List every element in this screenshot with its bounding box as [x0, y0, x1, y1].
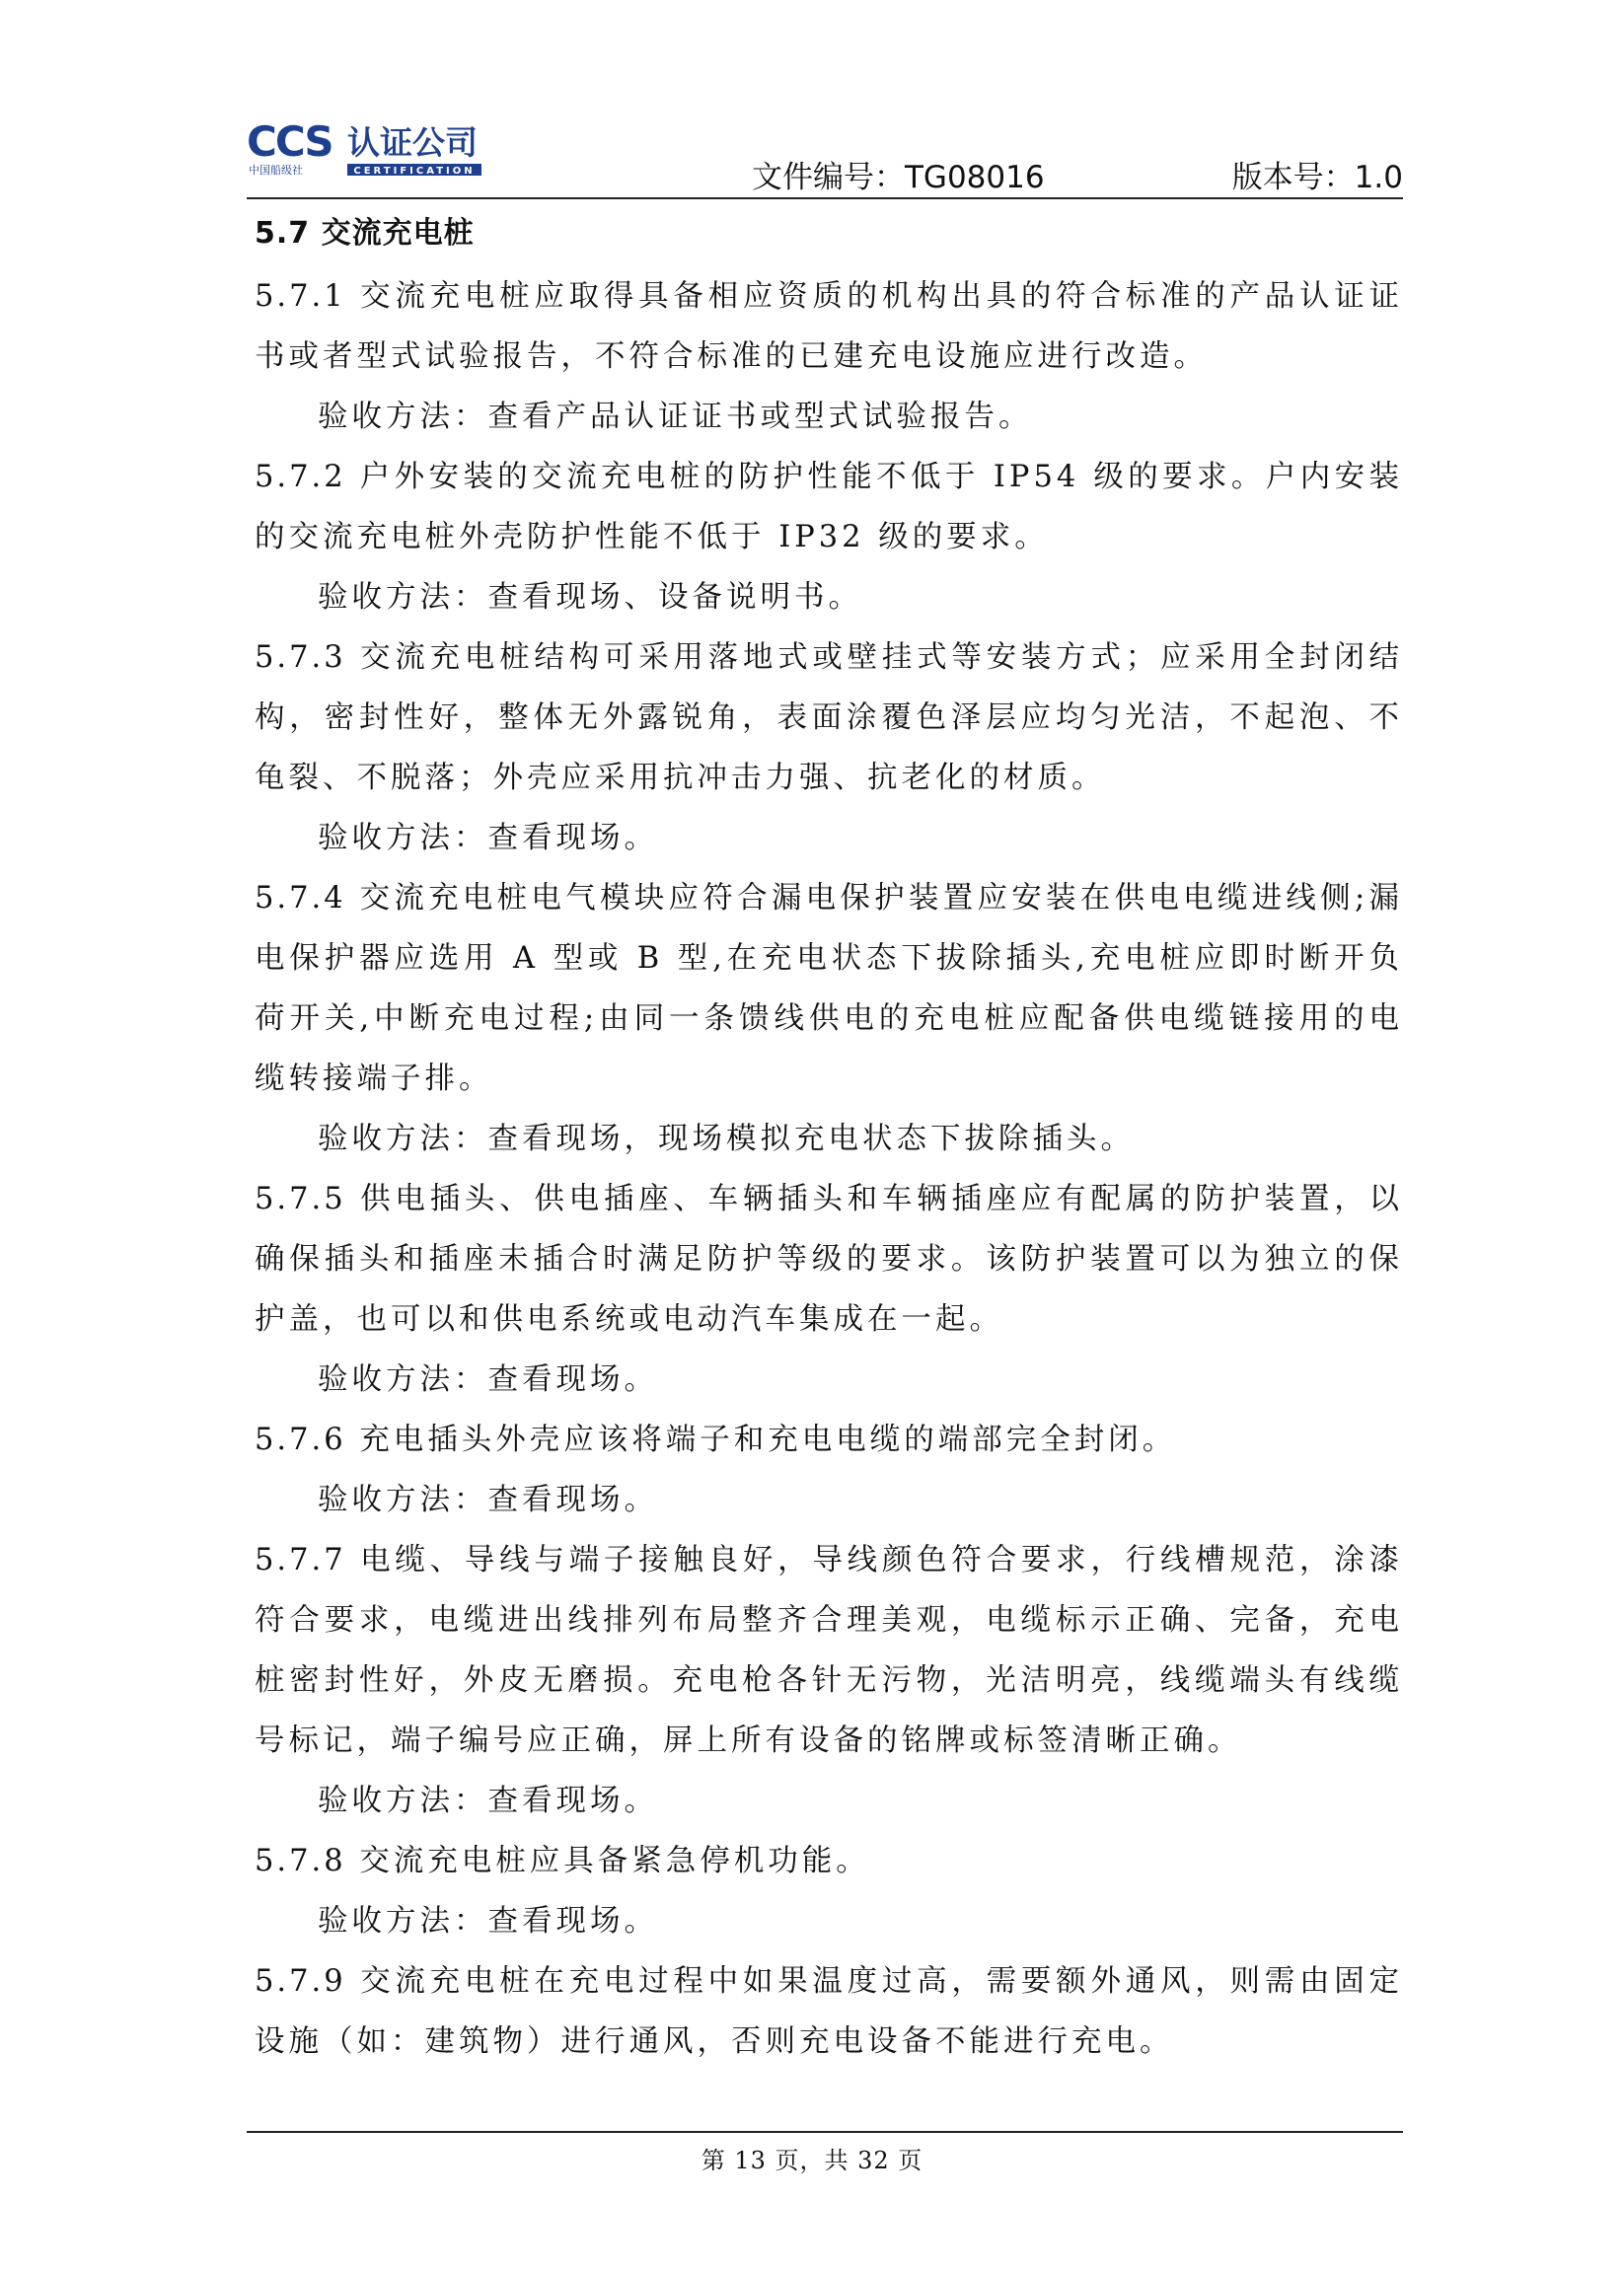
document-body: [255, 211, 1403, 2072]
document-number: 文件编号：TG08016: [752, 160, 1045, 195]
clause-number: 5.7.1: [255, 279, 346, 314]
clause-number: 5.7.6: [255, 1423, 346, 1457]
acceptance-method: 验收方法：查看现场。: [318, 1483, 658, 1517]
clause-text: 交流充电桩在充电过程中如果温度过高，需要额外通风，则需由固定设施（如：建筑物）进行通风，否则充电设备不能进行充电。: [255, 1964, 1403, 2059]
clause-text: 充电插头外壳应该将端子和充电电缆的端部完全封闭。: [359, 1423, 1177, 1457]
footer-divider: [247, 2131, 1403, 2133]
clause-number: 5.7.4: [255, 881, 346, 916]
acceptance-method: 验收方法：查看现场，现场模拟充电状态下拔除插头。: [318, 1122, 1135, 1156]
clause-number: 5.7.9: [255, 1964, 346, 1999]
clause-text: 电缆、导线与端子接触良好，导线颜色符合要求，行线槽规范，涂漆符合要求，电缆进出线排列布局整齐合理美观，电缆标示正确、完备，充电桩密封性好，外皮无磨损。充电枪各针无污物，光洁明亮，线缆端头有线缆号标记，端子编号应正确，屏上所有设备的铭牌或标签清晰正确。: [255, 1543, 1403, 1758]
logo-graphic: [247, 116, 543, 178]
header-fields: [515, 152, 1403, 195]
clause-list: [255, 266, 1403, 2072]
version-number: 版本号：1.0: [1231, 160, 1403, 195]
acceptance-method: 验收方法：查看产品认证证书或型式试验报告。: [318, 400, 1033, 434]
clause-paragraph: [255, 1831, 1403, 1891]
clause-text: 户外安装的交流充电桩的防护性能不低于 IP54 级的要求。户内安装的交流充电桩外壳防护性能不低于 IP32 级的要求。: [255, 460, 1403, 554]
clause-paragraph: [255, 1951, 1403, 2072]
clause-paragraph: [255, 1169, 1403, 1350]
acceptance-method: 验收方法：查看现场。: [318, 1362, 658, 1397]
clause-number: 5.7.3: [255, 640, 346, 675]
clause-text: 交流充电桩电气模块应符合漏电保护装置应安装在供电电缆进线侧;漏电保护器应选用 A 型或 B 型,在充电状态下拔除插头,充电桩应即时断开负荷开关,中断充电过程;由同一条馈线供电的充电桩应配备供电缆链接用的电缆转接端子排。: [255, 881, 1403, 1096]
clause-paragraph: [255, 1530, 1403, 1771]
acceptance-method: 验收方法：查看现场。: [318, 1904, 658, 1939]
header-divider: [247, 197, 1403, 199]
clause-number: 5.7.2: [255, 460, 346, 494]
clause-number: 5.7.5: [255, 1182, 346, 1216]
logo-sub-en: CERTIFICATION: [353, 166, 476, 177]
logo-mark: CCS: [247, 117, 332, 166]
clause-paragraph: [255, 266, 1403, 387]
clause-paragraph: [255, 447, 1403, 567]
clause-text: 供电插头、供电插座、车辆插头和车辆插座应有配属的防护装置，以确保插头和插座未插合时满足防护等级的要求。该防护装置可以为独立的保护盖，也可以和供电系统或电动汽车集成在一起。: [255, 1182, 1403, 1337]
logo-name: 认证公司: [347, 123, 478, 162]
clause-number: 5.7.8: [255, 1844, 346, 1878]
clause-number: 5.7.7: [255, 1543, 346, 1577]
acceptance-method: 验收方法：查看现场。: [318, 1784, 658, 1818]
clause-paragraph: [255, 868, 1403, 1109]
ccs-certification-logo: [247, 116, 543, 178]
clause-text: 交流充电桩应取得具备相应资质的机构出具的符合标准的产品认证证书或者型式试验报告，不符合标准的已建充电设施应进行改造。: [255, 279, 1403, 374]
clause-text: 交流充电桩结构可采用落地式或壁挂式等安装方式；应采用全封闭结构，密封性好，整体无外露锐角，表面涂覆色泽层应均匀光洁，不起泡、不龟裂、不脱落；外壳应采用抗冲击力强、抗老化的材质。: [255, 640, 1403, 795]
clause-paragraph: [255, 627, 1403, 808]
clause-paragraph: [255, 1410, 1403, 1470]
clause-text: 交流充电桩应具备紧急停机功能。: [359, 1844, 870, 1878]
acceptance-method: 验收方法：查看现场。: [318, 821, 658, 855]
section-title: 5.7 交流充电桩: [255, 216, 475, 251]
page-header: [247, 116, 1403, 197]
logo-sub-cn: 中国船级社: [249, 164, 303, 177]
acceptance-method: 验收方法：查看现场、设备说明书。: [318, 580, 862, 615]
page-number: 第 13 页，共 32 页: [701, 2147, 923, 2174]
